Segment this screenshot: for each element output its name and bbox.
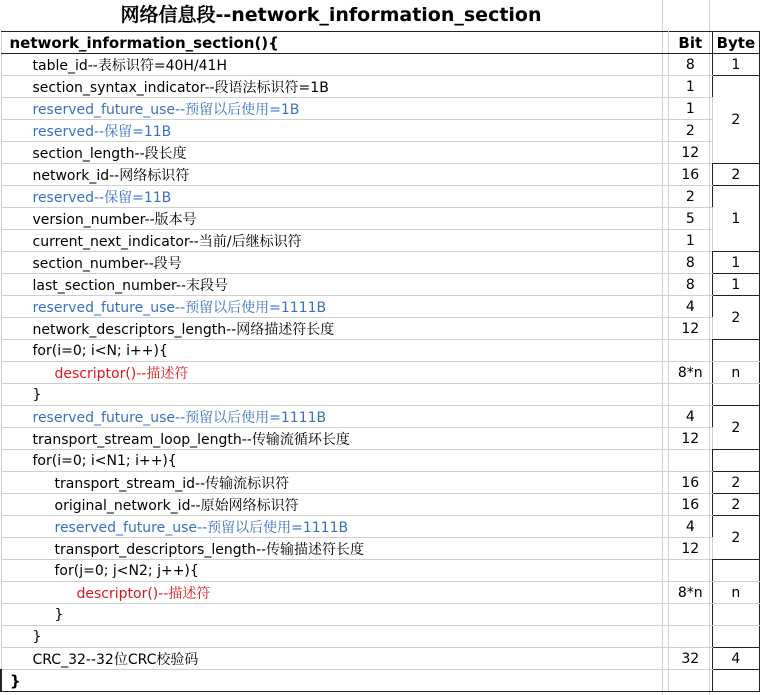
table-row bbox=[1, 98, 760, 120]
field-name-cell[interactable]: section_syntax_indicator--段语法标识符=1B bbox=[1, 76, 668, 98]
byte-cell-merged[interactable]: 2 bbox=[712, 296, 759, 340]
bit-cell[interactable]: 12 bbox=[668, 538, 712, 560]
bit-cell[interactable]: 12 bbox=[668, 428, 712, 450]
table-row bbox=[1, 648, 760, 670]
bit-cell[interactable]: 8*n bbox=[668, 582, 712, 604]
field-name-cell[interactable]: current_next_indicator--当前/后继标识符 bbox=[1, 230, 668, 252]
table-row bbox=[1, 560, 760, 582]
bit-cell[interactable] bbox=[668, 626, 712, 648]
bit-cell[interactable]: 8*n bbox=[668, 362, 712, 384]
closing-row bbox=[1, 670, 760, 692]
byte-cell-merged[interactable]: 2 bbox=[712, 406, 759, 450]
closing-brace-cell[interactable]: } bbox=[1, 670, 668, 692]
bit-cell[interactable]: 1 bbox=[668, 76, 712, 98]
field-name-cell[interactable]: reserved_future_use--预留以后使用=1111B bbox=[1, 406, 668, 428]
table-row bbox=[1, 54, 760, 76]
byte-cell[interactable] bbox=[712, 670, 759, 692]
bit-cell[interactable]: 4 bbox=[668, 516, 712, 538]
field-name-cell[interactable]: table_id--表标识符=40H/41H bbox=[1, 54, 668, 76]
field-name-cell[interactable]: transport_stream_id--传输流标识符 bbox=[1, 472, 668, 494]
table-row bbox=[1, 384, 760, 406]
byte-cell[interactable] bbox=[712, 340, 759, 362]
field-name-cell[interactable]: network_id--网络标识符 bbox=[1, 164, 668, 186]
bit-cell[interactable]: 16 bbox=[668, 472, 712, 494]
byte-cell-merged[interactable]: 2 bbox=[712, 76, 759, 164]
field-name-cell[interactable]: } bbox=[1, 626, 668, 648]
table-title: 网络信息段--network_information_section bbox=[120, 4, 542, 26]
field-name-cell[interactable]: version_number--版本号 bbox=[1, 208, 668, 230]
table-row bbox=[1, 318, 760, 340]
header-bit-cell[interactable]: Bit bbox=[668, 32, 712, 54]
table-row bbox=[1, 164, 760, 186]
field-name-cell[interactable]: reserved--保留=11B bbox=[1, 120, 668, 142]
field-name-cell[interactable]: CRC_32--32位CRC校验码 bbox=[1, 648, 668, 670]
bit-cell[interactable]: 4 bbox=[668, 296, 712, 318]
field-name-cell[interactable]: last_section_number--末段号 bbox=[1, 274, 668, 296]
bit-cell[interactable]: 8 bbox=[668, 54, 712, 76]
bit-cell[interactable]: 2 bbox=[668, 120, 712, 142]
bit-cell[interactable]: 8 bbox=[668, 274, 712, 296]
bit-cell[interactable] bbox=[668, 340, 712, 362]
bit-cell[interactable]: 32 bbox=[668, 648, 712, 670]
bit-cell[interactable]: 5 bbox=[668, 208, 712, 230]
field-name-cell[interactable]: reserved_future_use--预留以后使用=1111B bbox=[1, 516, 668, 538]
field-name-cell[interactable]: descriptor()--描述符 bbox=[1, 362, 668, 384]
table-row bbox=[1, 142, 760, 164]
byte-cell[interactable] bbox=[712, 626, 759, 648]
bit-cell[interactable]: 12 bbox=[668, 318, 712, 340]
byte-cell[interactable]: 2 bbox=[712, 472, 759, 494]
table-row bbox=[1, 406, 760, 428]
table-row bbox=[1, 626, 760, 648]
byte-cell[interactable]: 2 bbox=[712, 164, 759, 186]
field-name-cell[interactable]: for(i=0; i<N1; i++){ bbox=[1, 450, 668, 472]
field-name-cell[interactable]: section_length--段长度 bbox=[1, 142, 668, 164]
field-name-cell[interactable]: original_network_id--原始网络标识符 bbox=[1, 494, 668, 516]
bit-cell[interactable]: 16 bbox=[668, 494, 712, 516]
bit-cell[interactable]: 8 bbox=[668, 252, 712, 274]
table-row bbox=[1, 76, 760, 98]
field-name-cell[interactable]: reserved_future_use--预留以后使用=1111B bbox=[1, 296, 668, 318]
table-row bbox=[1, 120, 760, 142]
table-row bbox=[1, 186, 760, 208]
byte-cell[interactable] bbox=[712, 604, 759, 626]
table-row bbox=[1, 230, 760, 252]
table-row bbox=[1, 428, 760, 450]
table-row bbox=[1, 296, 760, 318]
bit-cell[interactable] bbox=[668, 560, 712, 582]
bit-cell[interactable]: 1 bbox=[668, 98, 712, 120]
bit-cell[interactable] bbox=[668, 450, 712, 472]
table-row bbox=[1, 582, 760, 604]
field-name-cell[interactable]: for(i=0; i<N; i++){ bbox=[1, 340, 668, 362]
bit-cell[interactable]: 2 bbox=[668, 186, 712, 208]
table-row bbox=[1, 340, 760, 362]
byte-cell[interactable]: n bbox=[712, 582, 759, 604]
field-name-cell[interactable]: descriptor()--描述符 bbox=[1, 582, 668, 604]
byte-cell-merged[interactable]: 2 bbox=[712, 516, 759, 560]
table-row bbox=[1, 208, 760, 230]
table-row bbox=[1, 472, 760, 494]
byte-cell-merged[interactable]: 1 bbox=[712, 186, 759, 252]
bit-cell[interactable]: 1 bbox=[668, 230, 712, 252]
bit-cell[interactable]: 4 bbox=[668, 406, 712, 428]
header-row bbox=[1, 32, 760, 54]
byte-cell[interactable]: 1 bbox=[712, 252, 759, 274]
table-row bbox=[1, 516, 760, 538]
bit-cell[interactable]: 16 bbox=[668, 164, 712, 186]
byte-cell[interactable] bbox=[712, 384, 759, 406]
field-name-cell[interactable]: } bbox=[1, 384, 668, 406]
byte-cell[interactable]: 1 bbox=[712, 274, 759, 296]
byte-cell[interactable] bbox=[712, 450, 759, 472]
table-row bbox=[1, 274, 760, 296]
field-name-cell[interactable]: section_number--段号 bbox=[1, 252, 668, 274]
field-name-cell[interactable]: transport_descriptors_length--传输描述符长度 bbox=[1, 538, 668, 560]
header-byte-cell[interactable]: Byte bbox=[712, 32, 759, 54]
table-row bbox=[1, 252, 760, 274]
field-name-cell[interactable]: transport_stream_loop_length--传输流循环长度 bbox=[1, 428, 668, 450]
header-name-cell[interactable]: network_information_section(){ bbox=[1, 32, 668, 54]
byte-cell[interactable]: n bbox=[712, 362, 759, 384]
byte-cell[interactable] bbox=[712, 560, 759, 582]
byte-cell[interactable]: 2 bbox=[712, 494, 759, 516]
field-name-cell[interactable]: reserved--保留=11B bbox=[1, 186, 668, 208]
field-name-cell[interactable]: } bbox=[1, 604, 668, 626]
bit-cell[interactable] bbox=[668, 604, 712, 626]
table-row bbox=[1, 450, 760, 472]
field-name-cell[interactable]: for(j=0; j<N2; j++){ bbox=[1, 560, 668, 582]
table-row bbox=[1, 538, 760, 560]
table-row bbox=[1, 604, 760, 626]
syntax-table bbox=[0, 31, 760, 692]
field-name-cell[interactable]: reserved_future_use--预留以后使用=1B bbox=[1, 98, 668, 120]
table-row bbox=[1, 362, 760, 384]
byte-cell[interactable]: 1 bbox=[712, 54, 759, 76]
field-name-cell[interactable]: network_descriptors_length--网络描述符长度 bbox=[1, 318, 668, 340]
table-row bbox=[1, 494, 760, 516]
bit-cell[interactable] bbox=[668, 670, 712, 692]
byte-cell[interactable]: 4 bbox=[712, 648, 759, 670]
bit-cell[interactable] bbox=[668, 384, 712, 406]
bit-cell[interactable]: 12 bbox=[668, 142, 712, 164]
